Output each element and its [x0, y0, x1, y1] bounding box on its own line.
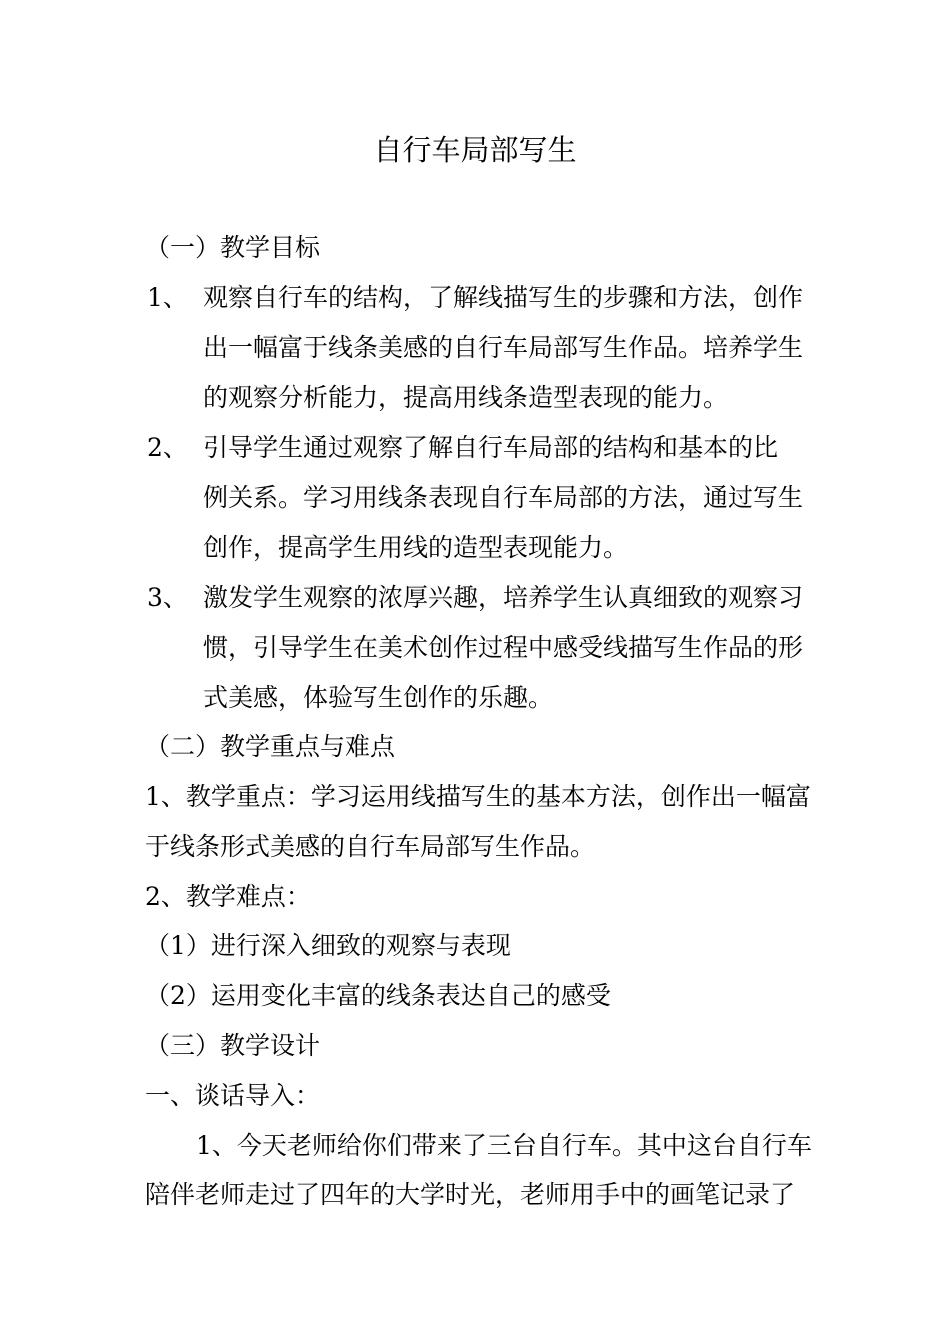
intro-paragraph-line-2: 陪伴老师走过了四年的大学时光，老师用手中的画笔记录了	[145, 1180, 796, 1209]
section-heading-objectives: （一）教学目标	[145, 233, 321, 262]
difficult-item-2: （2）运用变化丰富的线条表达自己的感受	[145, 981, 611, 1010]
goal-2-line-3: 创作，提高学生用线的造型表现能力。	[203, 533, 629, 562]
goal-3-line-3: 式美感，体验写生创作的乐趣。	[203, 683, 554, 712]
intro-paragraph-line-1: 1、今天老师给你们带来了三台自行车。其中这台自行车	[196, 1131, 812, 1160]
difficult-item-1: （1）进行深入细致的观察与表现	[145, 931, 511, 960]
key-point-line-2: 于线条形式美感的自行车局部写生作品。	[145, 832, 596, 861]
section-heading-design: （三）教学设计	[145, 1031, 321, 1060]
goal-2-line-2: 例关系。学习用线条表现自行车局部的方法，通过写生	[203, 483, 804, 512]
goal-1-line-1: 观察自行车的结构，了解线描写生的步骤和方法，创作	[203, 283, 804, 312]
goal-2-number: 2、	[147, 433, 188, 462]
goal-1-line-2: 出一幅富于线条美感的自行车局部写生作品。培养学生	[203, 333, 804, 362]
difficult-heading: 2、教学难点：	[145, 882, 311, 911]
goal-2-line-1: 引导学生通过观察了解自行车局部的结构和基本的比	[203, 433, 779, 462]
intro-heading: 一、谈话导入：	[145, 1081, 321, 1110]
goal-1-number: 1、	[147, 283, 188, 312]
key-point-line-1: 1、教学重点：学习运用线描写生的基本方法，创作出一幅富	[145, 782, 811, 811]
goal-1-line-3: 的观察分析能力，提高用线条造型表现的能力。	[203, 383, 729, 412]
goal-3-number: 3、	[147, 583, 188, 612]
section-heading-key-points: （二）教学重点与难点	[145, 732, 396, 761]
document-title: 自行车局部写生	[373, 133, 577, 167]
goal-3-line-1: 激发学生观察的浓厚兴趣，培养学生认真细致的观察习	[203, 583, 804, 612]
goal-3-line-2: 惯，引导学生在美术创作过程中感受线描写生作品的形	[203, 633, 804, 662]
